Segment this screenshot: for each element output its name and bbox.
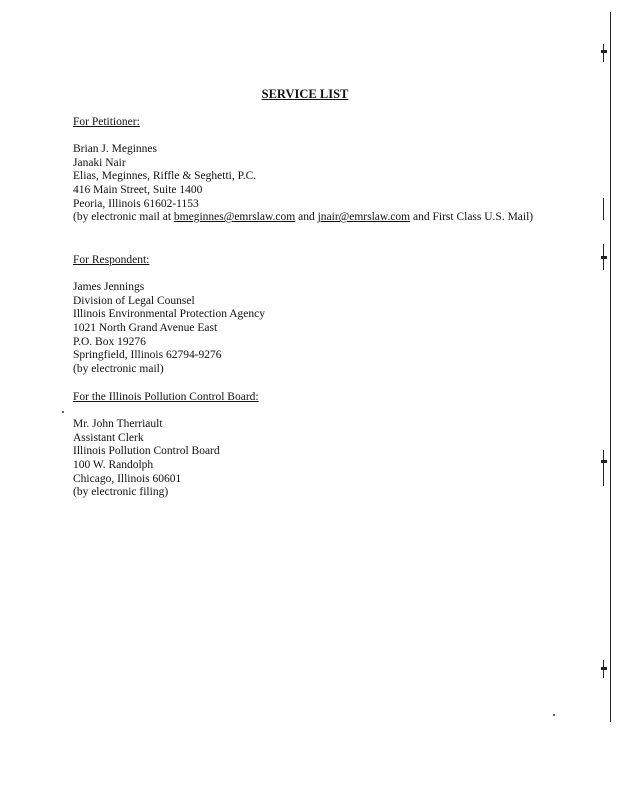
respondent-line-6: Springfield, Illinois 62794-9276 — [73, 349, 222, 362]
petitioner-service-method — [73, 211, 543, 225]
respondent-heading: For Respondent: — [73, 254, 150, 266]
respondent-line-1: James Jennings — [73, 281, 145, 294]
service-suffix: and First Class U.S. Mail) — [410, 211, 534, 224]
scan-mark-5-cross — [601, 667, 607, 670]
petitioner-line-1: Brian J. Meginnes — [73, 143, 158, 156]
board-line-3: Illinois Pollution Control Board — [73, 445, 220, 458]
scan-dot-2 — [553, 714, 555, 716]
board-section — [73, 391, 543, 500]
page-title: SERVICE LIST — [261, 87, 349, 101]
board-line-2: Assistant Clerk — [73, 431, 144, 444]
petitioner-line-5: Peoria, Illinois 61602-1153 — [73, 197, 199, 210]
petitioner-section — [73, 116, 543, 225]
board-line-4: 100 W. Randolph — [73, 458, 154, 471]
scan-mark-4-cross — [601, 460, 607, 463]
board-line-1: Mr. John Therriault — [73, 418, 163, 431]
service-and: and — [295, 211, 318, 224]
respondent-line-3: Illinois Environmental Protection Agency — [73, 308, 265, 321]
scan-mark-2 — [603, 198, 604, 220]
service-prefix: (by electronic mail at — [73, 211, 174, 224]
scan-mark-1 — [603, 44, 604, 62]
board-line-5: Chicago, Illinois 60601 — [73, 472, 182, 485]
respondent-section — [73, 254, 543, 376]
right-margin-rule — [610, 12, 611, 722]
petitioner-line-4: 416 Main Street, Suite 1400 — [73, 183, 203, 196]
scan-mark-1-cross — [601, 50, 607, 53]
respondent-line-7: (by electronic mail) — [73, 362, 164, 375]
email-link-1[interactable]: bmeginnes@emrslaw.com — [173, 211, 296, 224]
petitioner-heading: For Petitioner: — [73, 116, 140, 128]
email-link-2[interactable]: jnair@emrslaw.com — [317, 211, 411, 224]
board-line-6: (by electronic filing) — [73, 486, 169, 499]
scan-mark-4 — [603, 450, 604, 486]
respondent-line-2: Division of Legal Counsel — [73, 294, 195, 307]
respondent-line-5: P.O. Box 19276 — [73, 335, 146, 348]
board-heading: For the Illinois Pollution Control Board: — [73, 391, 259, 403]
petitioner-line-3: Elias, Meginnes, Riffle & Seghetti, P.C. — [73, 170, 257, 183]
scan-mark-3-cross — [601, 256, 607, 259]
respondent-line-4: 1021 North Grand Avenue East — [73, 321, 218, 334]
petitioner-line-2: Janaki Nair — [73, 156, 126, 169]
scan-dot-1 — [62, 411, 64, 413]
